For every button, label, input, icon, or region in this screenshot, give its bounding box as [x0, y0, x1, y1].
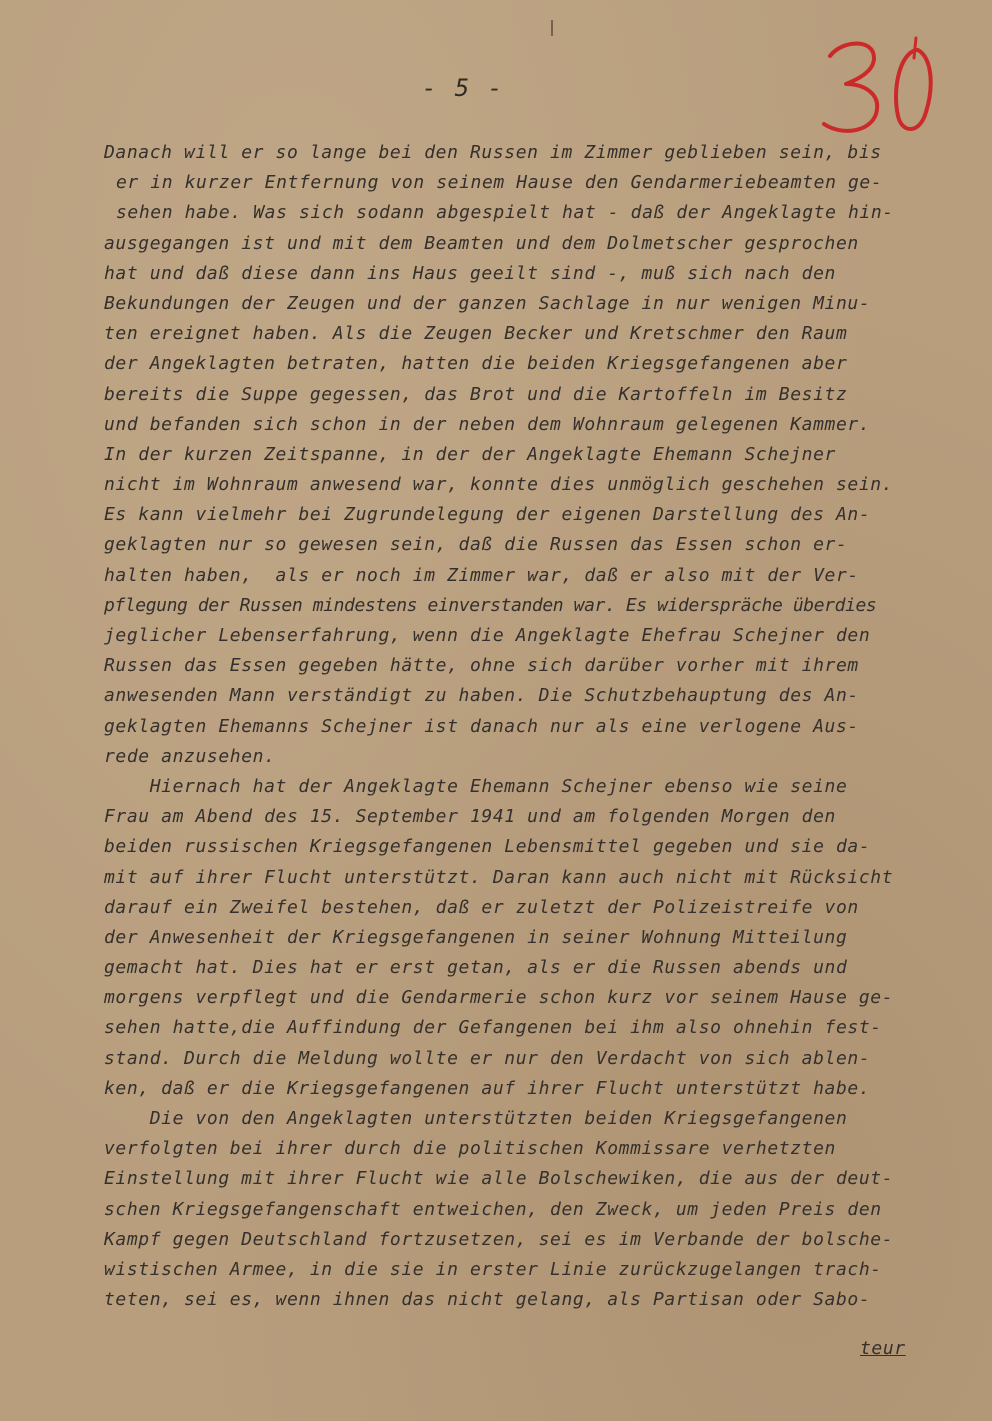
- text-line: verfolgten bei ihrer durch die politischen Kommissare verhetzten: [104, 1138, 836, 1160]
- text-line: Die von den Angeklagten unterstützten beiden Kriegsgefangenen: [104, 1108, 848, 1129]
- text-line: Es kann vielmehr bei Zugrundelegung der eigenen Darstellung des An-: [104, 504, 871, 526]
- text-line: er in kurzer Entfernung von seinem Hause den Gendarmeriebeamten ge-: [116, 172, 883, 194]
- text-line: Danach will er so lange bei den Russen im Zimmer geblieben sein, bis: [104, 142, 882, 163]
- text-line: pflegung der Russen mindestens einverstanden war. Es widerspräche überdies: [104, 594, 877, 616]
- text-line: Kampf gegen Deutschland fortzusetzen, sei es im Verbande der bolsche-: [104, 1228, 894, 1250]
- text-line: der Anwesenheit der Kriegsgefangenen in seiner Wohnung Mitteilung: [104, 926, 848, 948]
- text-line: Hiernach hat der Angeklagte Ehemann Schejner ebenso wie seine: [104, 775, 848, 797]
- text-line: schen Kriegsgefangenschaft entweichen, den Zweck, um jeden Preis den: [104, 1198, 882, 1220]
- text-line: In der kurzen Zeitspanne, in der der Angeklagte Ehemann Schejner: [104, 443, 836, 465]
- text-line: geklagten nur so gewesen sein, daß die Russen das Essen schon er-: [104, 534, 848, 556]
- text-line: Einstellung mit ihrer Flucht wie alle Bolschewiken, die aus der deut-: [104, 1168, 894, 1190]
- text-line: beiden russischen Kriegsgefangenen Lebensmittel gegeben und sie da-: [104, 836, 871, 858]
- text-line: jeglicher Lebenserfahrung, wenn die Angeklagte Ehefrau Schejner den: [104, 625, 871, 646]
- text-line: stand. Durch die Meldung wollte er nur den Verdacht von sich ablen-: [104, 1047, 871, 1069]
- text-line: gemacht hat. Dies hat er erst getan, als er die Russen abends und: [104, 957, 848, 979]
- text-line: bereits die Suppe gegessen, das Brot und die Kartoffeln im Besitz: [104, 383, 848, 405]
- text-line: sehen habe. Was sich sodann abgespielt hat - daß der Angeklagte hin-: [116, 202, 894, 224]
- text-line: nicht im Wohnraum anwesend war, konnte dies unmöglich geschehen sein.: [104, 474, 894, 496]
- text-line: teten, sei es, wenn ihnen das nicht gelang, als Partisan oder Sabo-: [104, 1289, 871, 1311]
- text-line: morgens verpflegt und die Gendarmerie schon kurz vor seinem Hause ge-: [104, 987, 894, 1009]
- text-line: halten haben, als er noch im Zimmer war, daß er also mit der Ver-: [104, 564, 859, 586]
- text-line: Russen das Essen gegeben hätte, ohne sich darüber vorher mit ihrem: [104, 655, 859, 677]
- text-line: hat und daß diese dann ins Haus geeilt sind -, muß sich nach den: [104, 262, 836, 284]
- text-line: ken, daß er die Kriegsgefangenen auf ihrer Flucht unterstützt habe.: [104, 1077, 871, 1099]
- text-line: der Angeklagten betraten, hatten die beiden Kriegsgefangenen aber: [104, 353, 848, 375]
- catchword: teur: [860, 1338, 906, 1359]
- text-line: geklagten Ehemanns Schejner ist danach nur als eine verlogene Aus-: [104, 715, 859, 737]
- handwritten-folio-icon: [812, 28, 962, 148]
- text-line: sehen hatte,die Auffindung der Gefangenen bei ihm also ohnehin fest-: [104, 1017, 882, 1039]
- text-line: wistischen Armee, in die sie in erster Linie zurückzugelangen trach-: [104, 1258, 882, 1280]
- text-line: mit auf ihrer Flucht unterstützt. Daran kann auch nicht mit Rücksicht: [104, 866, 894, 888]
- text-line: Bekundungen der Zeugen und der ganzen Sachlage in nur wenigen Minu-: [104, 292, 871, 314]
- text-line: und befanden sich schon in der neben dem Wohnraum gelegenen Kammer.: [104, 413, 871, 435]
- paper-mark: [551, 20, 553, 36]
- text-line: ten ereignet haben. Als die Zeugen Becker und Kretschmer den Raum: [104, 323, 848, 345]
- text-line: Frau am Abend des 15. September 1941 und am folgenden Morgen den: [104, 806, 836, 828]
- folio-number: [812, 28, 962, 148]
- text-line: anwesenden Mann verständigt zu haben. Die Schutzbehauptung des An-: [104, 685, 859, 707]
- text-line: darauf ein Zweifel bestehen, daß er zuletzt der Polizeistreife von: [104, 896, 859, 918]
- body-text: [104, 138, 972, 1315]
- text-line: rede anzusehen.: [104, 745, 276, 767]
- text-line: ausgegangen ist und mit dem Beamten und dem Dolmetscher gesprochen: [104, 232, 859, 254]
- page-number: - 5 -: [421, 74, 505, 102]
